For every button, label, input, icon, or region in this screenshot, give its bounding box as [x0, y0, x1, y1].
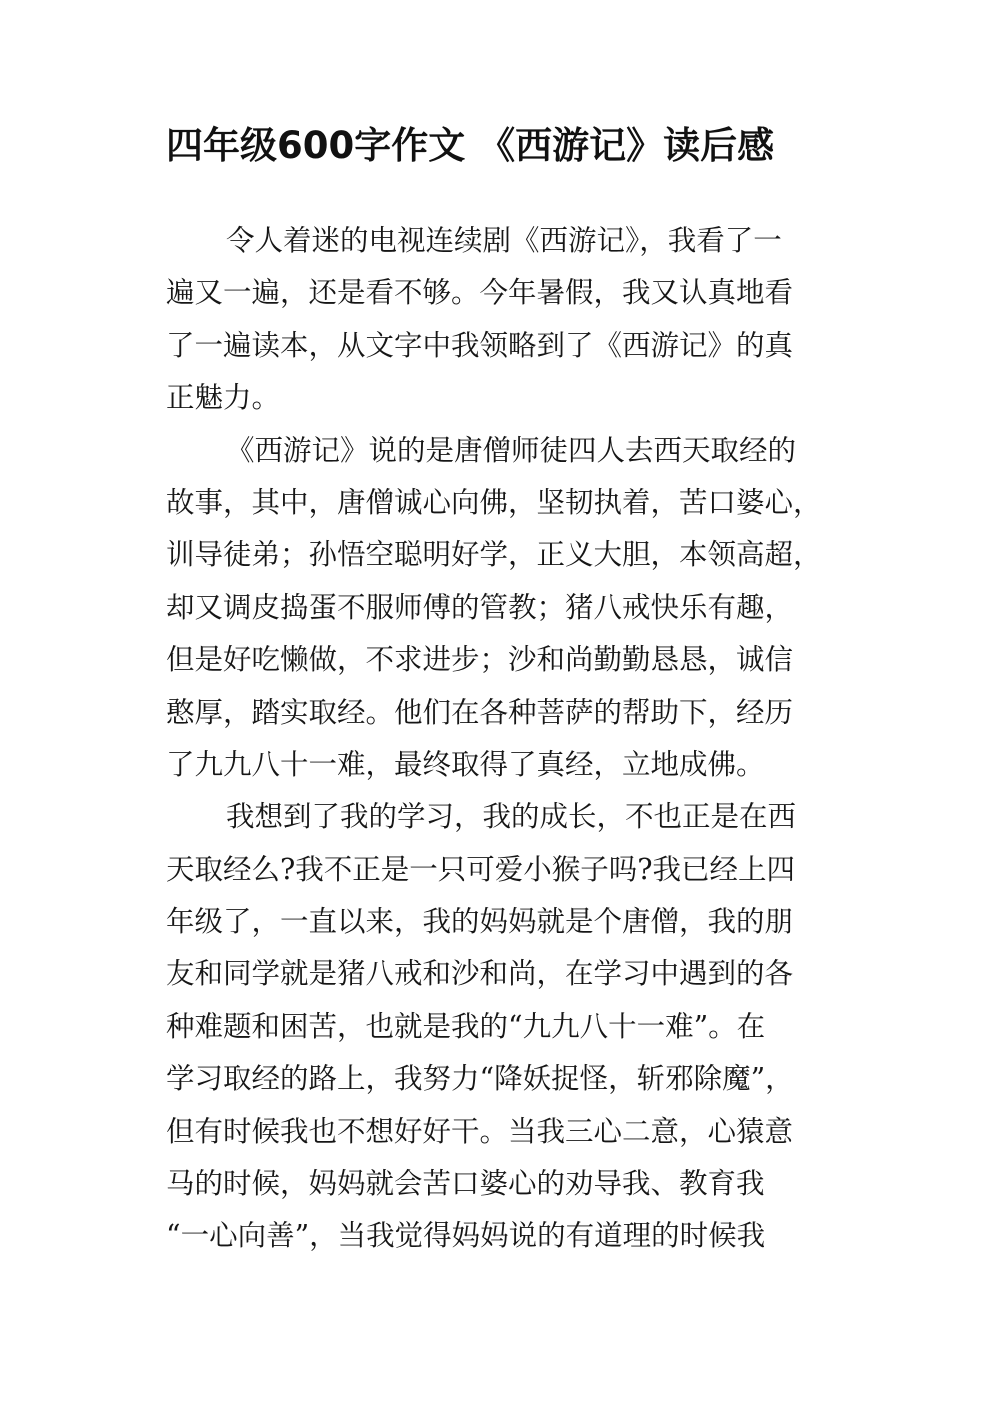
paragraph-1-line-4: 正魅力。: [166, 381, 281, 415]
paragraph-3-line-1: 我想到了我的学习，我的成长，不也正是在西: [226, 800, 797, 834]
paragraph-3-line-4: 友和同学就是猪八戒和沙和尚，在学习中遇到的各: [166, 957, 794, 991]
paragraph-2-line-5: 但是好吃懒做，不求进步；沙和尚勤勤恳恳，诚信: [166, 643, 794, 677]
paragraph-2-line-7: 了九九八十一难，最终取得了真经，立地成佛。: [166, 747, 765, 781]
paragraph-2-line-6: 憨厚，踏实取经。他们在各种菩萨的帮助下，经历: [166, 695, 794, 729]
paragraph-3-line-2: 天取经么?我不正是一只可爱小猴子吗?我已经上四: [166, 852, 796, 886]
paragraph-3-line-9: “一心向善”，当我觉得妈妈说的有道理的时候我: [166, 1219, 766, 1253]
paragraph-3-line-7: 但有时候我也不想好好干。当我三心二意，心猿意: [166, 1114, 794, 1148]
document-title: 四年级600字作文 《西游记》读后感: [166, 124, 775, 167]
paragraph-1-line-3: 了一遍读本，从文字中我领略到了《西游记》的真: [166, 328, 794, 362]
paragraph-1-line-2: 遍又一遍，还是看不够。今年暑假，我又认真地看: [166, 276, 794, 310]
paragraph-2-line-1: 《西游记》说的是唐僧师徒四人去西天取经的: [226, 433, 797, 467]
paragraph-1-line-1: 令人着迷的电视连续剧《西游记》，我看了一: [226, 224, 782, 257]
paragraph-3-line-6: 学习取经的路上，我努力“降妖捉怪，斩邪除魔”，: [166, 1062, 794, 1096]
paragraph-2-line-4: 却又调皮捣蛋不服师傅的管教；猪八戒快乐有趣，: [166, 590, 794, 624]
paragraph-2-line-2: 故事，其中，唐僧诚心向佛，坚韧执着，苦口婆心，: [166, 485, 822, 519]
paragraph-3-line-5: 种难题和困苦，也就是我的“九九八十一难”。在: [166, 1009, 766, 1043]
paragraph-3-line-3: 年级了，一直以来，我的妈妈就是个唐僧，我的朋: [166, 905, 794, 939]
paragraph-2-line-3: 训导徒弟；孙悟空聪明好学，正义大胆，本领高超，: [166, 538, 822, 572]
document-body: [166, 215, 836, 1263]
paragraph-3-line-8: 马的时候，妈妈就会苦口婆心的劝导我、教育我: [166, 1167, 765, 1201]
